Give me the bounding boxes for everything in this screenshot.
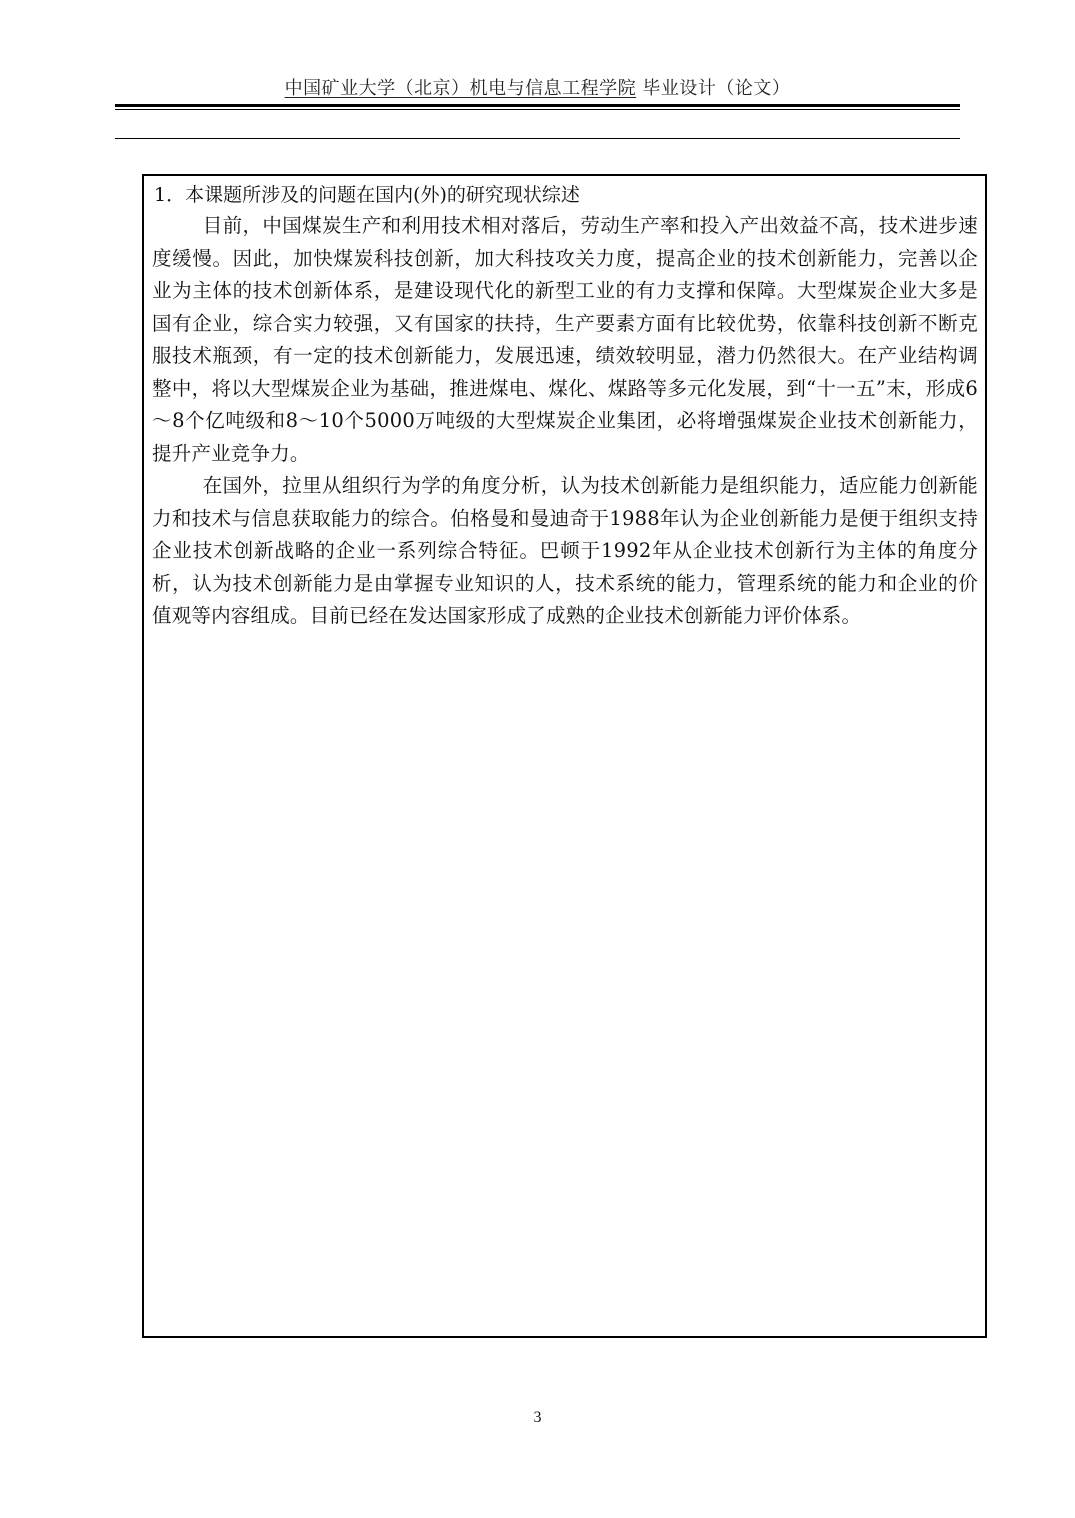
header-rule-thin (115, 109, 960, 110)
content-frame (142, 174, 987, 1338)
paragraph-foreign: 在国外，拉里从组织行为学的角度分析，认为技术创新能力是组织能力，适应能力创新能力和技术与信息获取能力的综合。伯格曼和曼迪奇于1988年认为企业创新能力是便于组织支持企业技术创新战略的企业一系列综合特征。巴顿于1992年从企业技术创新行为主体的角度分析，认为技术创新能力是由掌握专业知识的人，技术系统的能力，管理系统的能力和企业的价值观等内容组成。目前已经在发达国家形成了成熟的企业技术创新能力评价体系。 (152, 474, 978, 627)
header-rule-lower (115, 138, 960, 139)
page-number: 3 (533, 1409, 542, 1426)
section-heading: 1．本课题所涉及的问题在国内(外)的研究现状综述 (154, 184, 580, 206)
paragraph-domestic: 目前，中国煤炭生产和利用技术相对落后，劳动生产率和投入产出效益不高，技术进步速度缓慢。因此，加快煤炭科技创新，加大科技攻关力度，提高企业的技术创新能力，完善以企业为主体的技术创新体系，是建设现代化的新型工业的有力支撑和保障。大型煤炭企业大多是国有企业，综合实力较强，又有国家的扶持，生产要素方面有比较优势，依靠科技创新不断克服技术瓶颈，有一定的技术创新能力，发展迅速，绩效较明显，潜力仍然很大。在产业结构调整中，将以大型煤炭企业为基础，推进煤电、煤化、煤路等多元化发展，到“十一五”末，形成6～8个亿吨级和8～10个5000万吨级的大型煤炭企业集团，必将增强煤炭企业技术创新能力，提升产业竞争力。 (152, 214, 978, 465)
header-document-type: 毕业设计（论文） (636, 78, 791, 99)
header-rule-thick (115, 104, 960, 107)
page-header-title (0, 78, 1075, 100)
header-institution: 中国矿业大学（北京）机电与信息工程学院 (284, 78, 637, 99)
